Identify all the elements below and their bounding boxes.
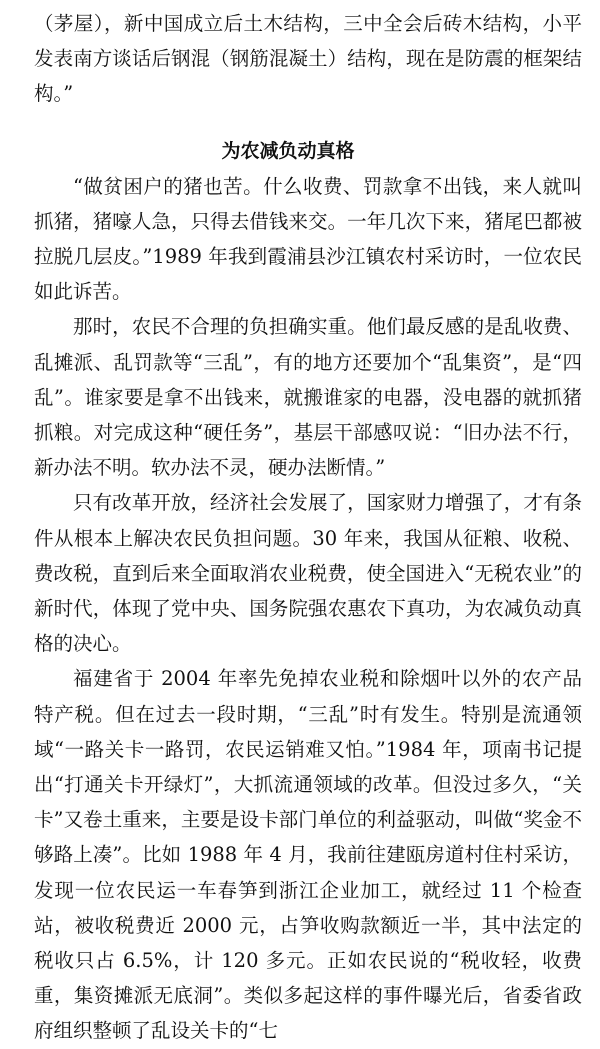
body-paragraph-2: 那时，农民不合理的负担确实重。他们最反感的是乱收费、乱摊派、乱罚款等“三乱”，有的地方还要加个“乱集资”，是“四乱”。谁家要是拿不出钱来，就搬谁家的电器，没电器的就抓猪抓粮。对完成这种“硬任务”，基层干部感叹说：“旧办法不行，新办法不明。软办法不灵，硬办法断情。” — [34, 315, 582, 480]
body-paragraph-1: “做贫困户的猪也苦。什么收费、罚款拿不出钱，来人就叫抓猪，猪嚎人急，只得去借钱来交。一年几次下来，猪尾巴都被拉脱几层皮。”1989 年我到霞浦县沙江镇农村采访时，一位农民如此诉苦。 — [34, 174, 582, 304]
intro-continuation-paragraph: （茅屋），新中国成立后土木结构，三中全会后砖木结构，小平发表南方谈话后钢混（钢筋混凝土）结构，现在是防震的框架结构。” — [34, 12, 582, 106]
section-title: 为农减负动真格 — [221, 139, 355, 162]
document-page — [34, 6, 582, 1049]
body-paragraph-4: 福建省于 2004 年率先免掉农业税和除烟叶以外的农产品特产税。但在过去一段时期，“三乱”时有发生。特别是流通领域“一路关卡一路罚，农民运销难又怕。”1984 年，项南书记提出“打通关卡开绿灯”，大抓流通领域的改革。但没过多久，“关卡”又卷土重来，主要是设卡部门单位的利益驱动，叫做“奖金不够路上凑”。比如 1988 年 4 月，我前往建瓯房道村住村采访，发现一位农民运一车春笋到浙江企业加工，就经过 11 个检查站，被收税费近 2000 元，占笋收购款额近一半，其中法定的税收只占 6.5%，计 120 多元。正如农民说的“税收轻，收费重，集资摊派无底洞”。类似多起这样的事件曝光后，省委省政府组织整顿了乱设关卡的“七 — [34, 667, 582, 1043]
body-paragraph-3: 只有改革开放，经济社会发展了，国家财力增强了，才有条件从根本上解决农民负担问题。30 年来，我国从征粮、收税、费改税，直到后来全面取消农业税费，使全国进入“无税农业”的新时代，体现了党中央、国务院强农惠农下真功，为农减负动真格的决心。 — [34, 491, 582, 656]
